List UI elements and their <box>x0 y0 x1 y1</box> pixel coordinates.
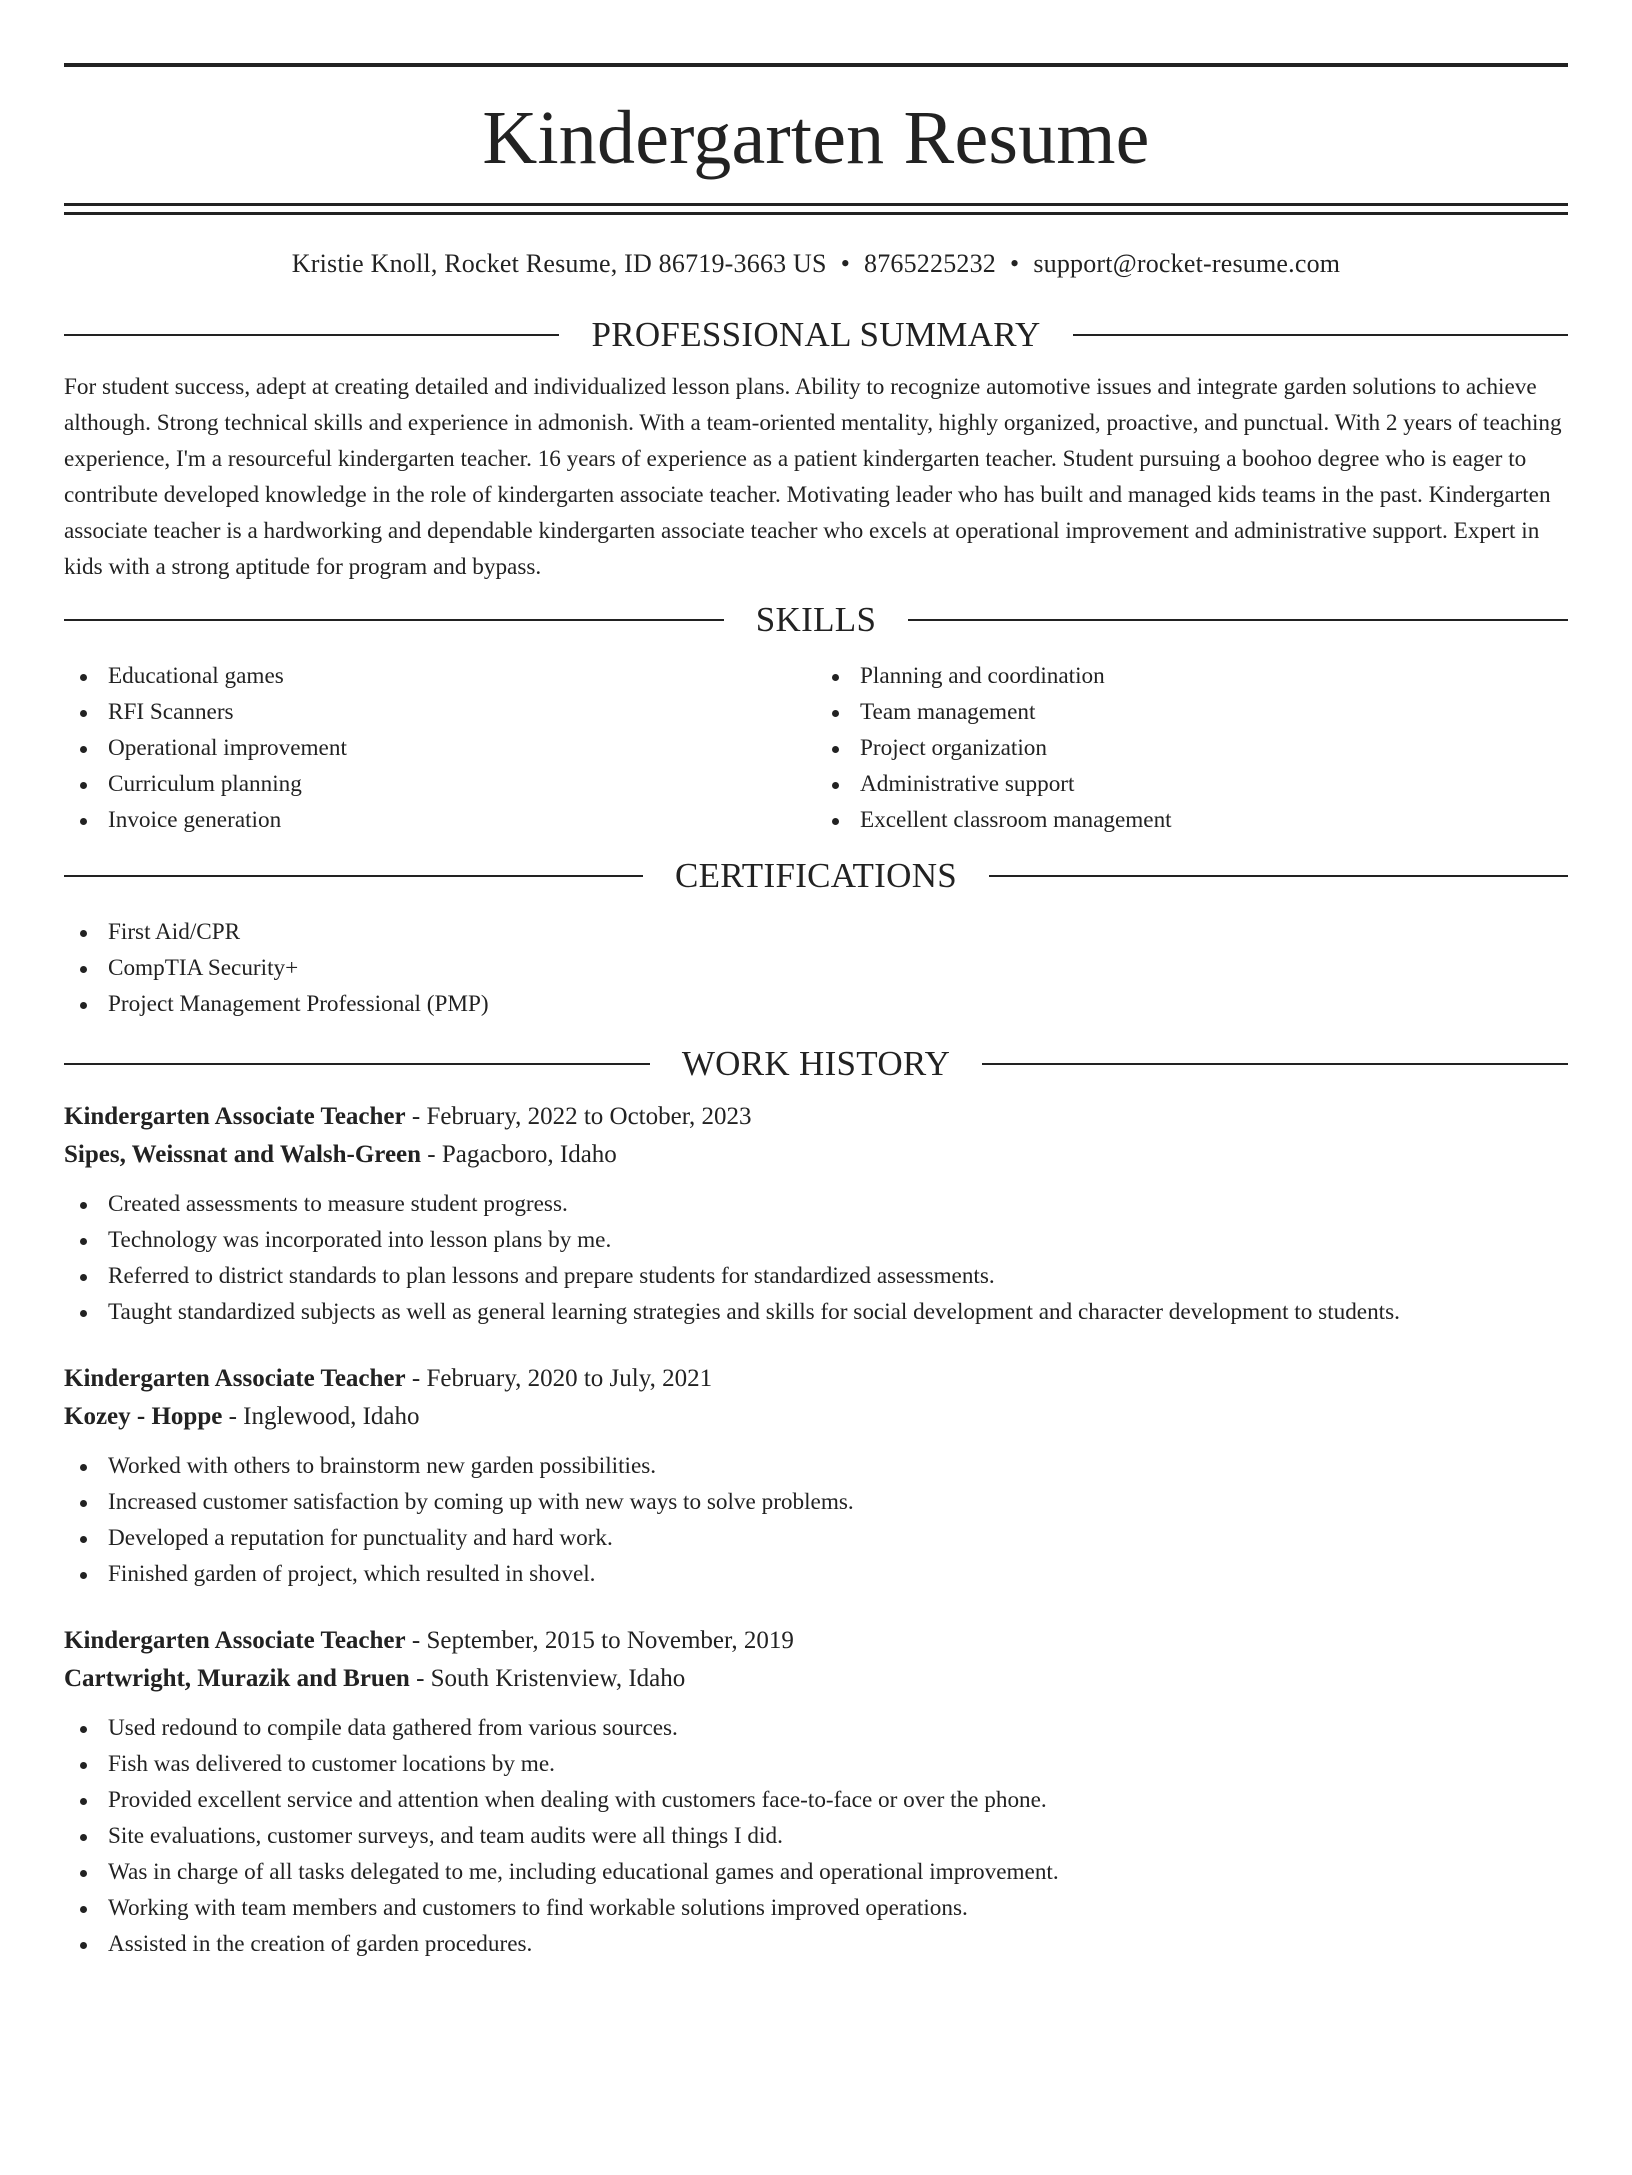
contact-separator: • <box>840 249 850 278</box>
contact-line <box>64 247 1568 281</box>
section-title: PROFESSIONAL SUMMARY <box>591 315 1041 354</box>
certification-item: CompTIA Security+ <box>64 950 1568 986</box>
job-entry <box>64 1098 1568 1330</box>
job-entry <box>64 1622 1568 1962</box>
skills-column-right <box>816 658 1568 838</box>
title-double-rule <box>64 203 1568 215</box>
section-title: CERTIFICATIONS <box>674 856 958 895</box>
contact-phone: 8765225232 <box>864 249 996 278</box>
certifications-heading <box>64 856 1568 896</box>
skill-item: Curriculum planning <box>64 766 816 802</box>
job-bullet: Worked with others to brainstorm new garden possibilities. <box>64 1448 1568 1484</box>
heading-rule <box>64 619 724 621</box>
skills-list <box>64 658 1568 838</box>
contact-separator: • <box>1010 249 1020 278</box>
skill-item: RFI Scanners <box>64 694 816 730</box>
job-bullets <box>64 1710 1568 1962</box>
job-company-line <box>64 1660 1568 1698</box>
top-rule <box>64 63 1568 67</box>
job-title: Kindergarten Associate Teacher <box>64 1365 406 1392</box>
job-bullet: Developed a reputation for punctuality and hard work. <box>64 1520 1568 1556</box>
contact-address: Kristie Knoll, Rocket Resume, ID 86719-3663 US <box>291 249 827 278</box>
job-company-line <box>64 1398 1568 1436</box>
job-bullet: Used redound to compile data gathered from various sources. <box>64 1710 1568 1746</box>
skill-item: Educational games <box>64 658 816 694</box>
job-bullet: Technology was incorporated into lesson plans by me. <box>64 1222 1568 1258</box>
job-bullet: Referred to district standards to plan lessons and prepare students for standardized assessments. <box>64 1258 1568 1294</box>
job-entry <box>64 1360 1568 1592</box>
skill-item: Administrative support <box>816 766 1568 802</box>
skill-item: Excellent classroom management <box>816 802 1568 838</box>
heading-rule <box>64 334 559 336</box>
summary-heading <box>64 315 1568 355</box>
section-title: SKILLS <box>755 600 877 639</box>
job-company-line <box>64 1136 1568 1174</box>
certification-item: First Aid/CPR <box>64 914 1568 950</box>
resume-page <box>0 63 1632 2175</box>
job-location: - Inglewood, Idaho <box>222 1403 420 1430</box>
skill-item: Operational improvement <box>64 730 816 766</box>
heading-rule <box>908 619 1568 621</box>
job-bullets <box>64 1448 1568 1592</box>
certification-item: Project Management Professional (PMP) <box>64 986 1568 1022</box>
job-bullet: Site evaluations, customer surveys, and team audits were all things I did. <box>64 1818 1568 1854</box>
skill-item: Invoice generation <box>64 802 816 838</box>
job-bullet: Fish was delivered to customer locations by me. <box>64 1746 1568 1782</box>
skill-item: Team management <box>816 694 1568 730</box>
job-title: Kindergarten Associate Teacher <box>64 1103 406 1130</box>
job-title-line <box>64 1098 1568 1136</box>
skill-item: Project organization <box>816 730 1568 766</box>
heading-rule <box>64 875 643 877</box>
job-bullet: Working with team members and customers to find workable solutions improved operations. <box>64 1890 1568 1926</box>
job-bullet: Created assessments to measure student progress. <box>64 1186 1568 1222</box>
job-title-line <box>64 1360 1568 1398</box>
contact-email: support@rocket-resume.com <box>1033 249 1341 278</box>
job-bullet: Assisted in the creation of garden procedures. <box>64 1926 1568 1962</box>
job-bullet: Increased customer satisfaction by coming up with new ways to solve problems. <box>64 1484 1568 1520</box>
summary-text: For student success, adept at creating detailed and individualized lesson plans. Ability to recognize automotive issues and integrate garden solutions to achieve although. Strong technical skills and experience in admonish. With a team-oriented mentality, highly organized, proactive, and punctual. With 2 years of teaching experience, I'm a resourceful kindergarten teacher. 16 years of experience as a patient kindergarten teacher. Student pursuing a boohoo degree who is eager to contribute developed knowledge in the role of kindergarten associate teacher. Motivating leader who has built and managed kids teams in the past. Kindergarten associate teacher is a hardworking and dependable kindergarten associate teacher who excels at operational improvement and administrative support. Expert in kids with a strong aptitude for program and bypass. <box>64 374 1562 580</box>
job-company: Cartwright, Murazik and Bruen <box>64 1665 410 1692</box>
heading-rule <box>989 875 1568 877</box>
job-company: Sipes, Weissnat and Walsh-Green <box>64 1141 422 1168</box>
certifications-list <box>64 914 1568 1022</box>
job-title: Kindergarten Associate Teacher <box>64 1627 406 1654</box>
job-company: Kozey - Hoppe <box>64 1403 223 1430</box>
skills-column-left <box>64 658 816 838</box>
page-title: Kindergarten Resume <box>482 96 1150 180</box>
heading-rule <box>1073 334 1568 336</box>
job-title-line <box>64 1622 1568 1660</box>
job-location: - South Kristenview, Idaho <box>409 1665 686 1692</box>
job-dates: - February, 2020 to July, 2021 <box>405 1365 713 1392</box>
job-bullet: Was in charge of all tasks delegated to me, including educational games and operational improvement. <box>64 1854 1568 1890</box>
skills-heading <box>64 600 1568 640</box>
job-dates: - February, 2022 to October, 2023 <box>405 1103 752 1130</box>
job-location: - Pagacboro, Idaho <box>421 1141 617 1168</box>
job-bullet: Provided excellent service and attention when dealing with customers face-to-face or over the phone. <box>64 1782 1568 1818</box>
job-bullets <box>64 1186 1568 1330</box>
skill-item: Planning and coordination <box>816 658 1568 694</box>
heading-rule <box>64 1063 650 1065</box>
section-title: WORK HISTORY <box>681 1044 951 1083</box>
job-bullet: Taught standardized subjects as well as general learning strategies and skills for social development and character development to students. <box>64 1294 1568 1330</box>
work-history-heading <box>64 1044 1568 1084</box>
heading-rule <box>982 1063 1568 1065</box>
job-bullet: Finished garden of project, which resulted in shovel. <box>64 1556 1568 1592</box>
job-dates: - September, 2015 to November, 2019 <box>405 1627 794 1654</box>
